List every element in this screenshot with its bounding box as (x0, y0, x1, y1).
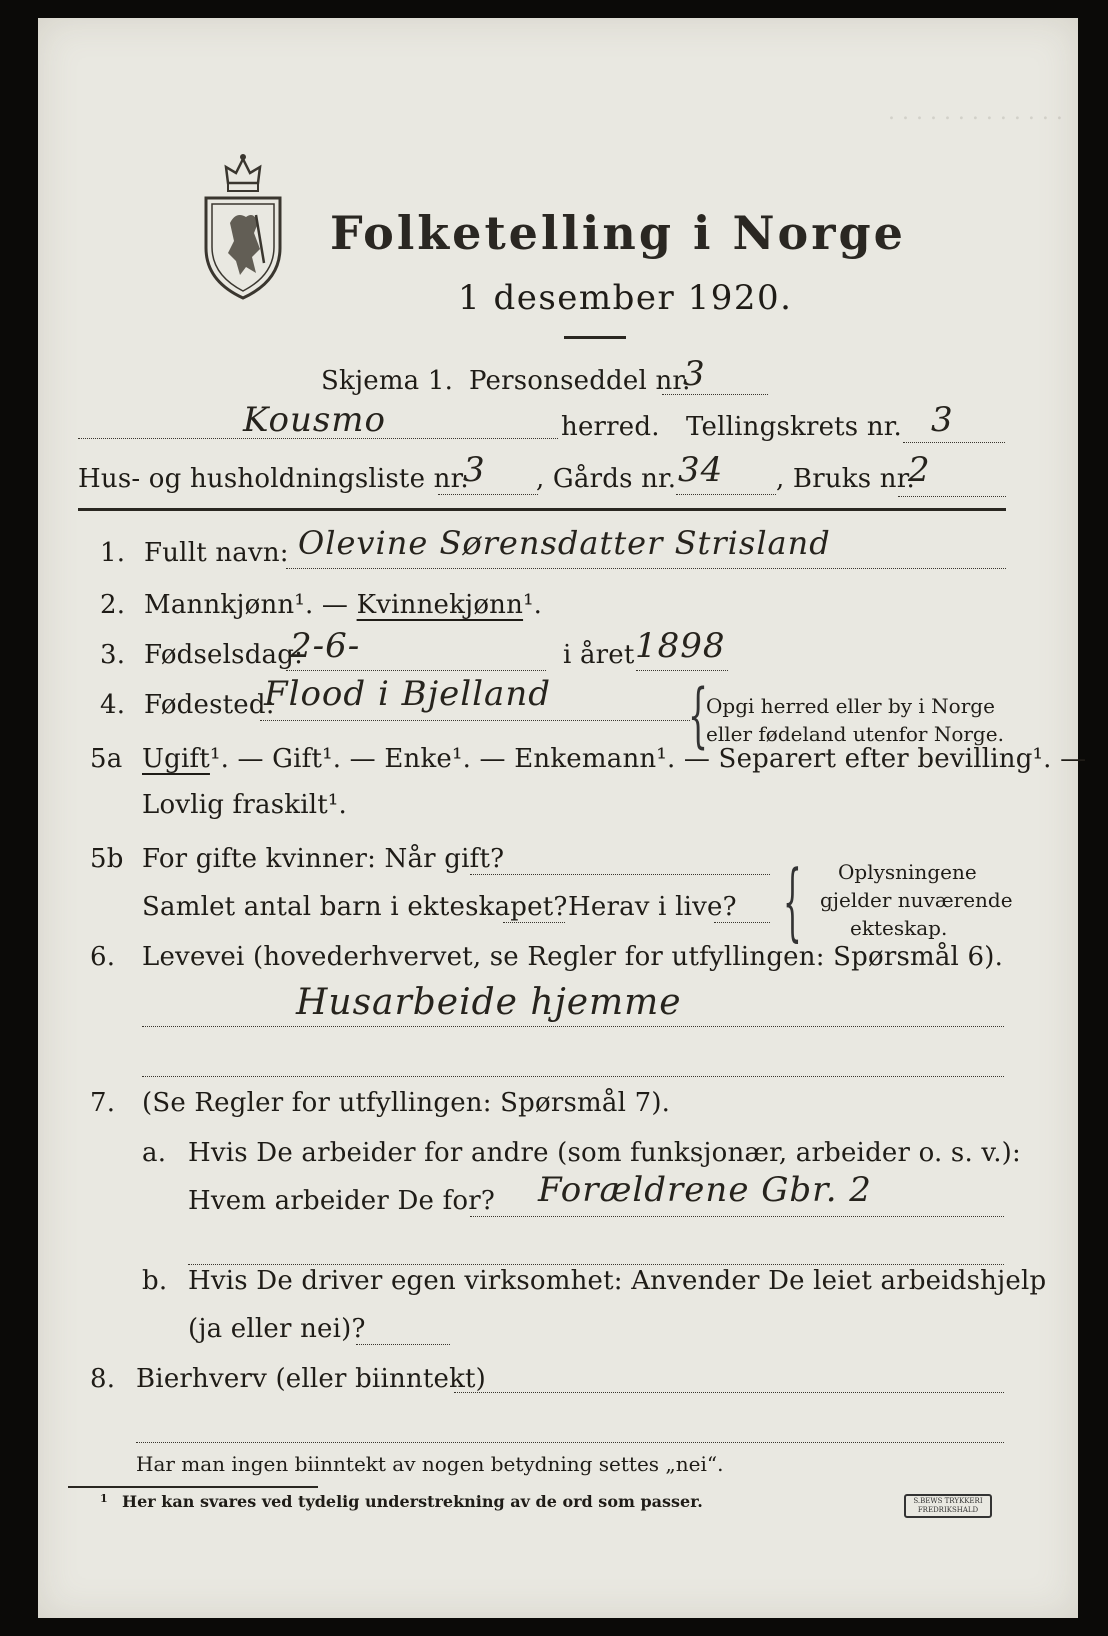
printer-stamp (904, 1494, 992, 1518)
gards-value: 34 (678, 450, 724, 490)
q7-label: (Se Regler for utfyllingen: Spørsmål 7). (142, 1088, 671, 1118)
personseddel-value: 3 (683, 354, 706, 394)
q8-label: Bierhverv (eller biinntekt) (136, 1364, 487, 1394)
printer-stamp-line2: FREDRIKSHALD (917, 1506, 979, 1514)
q5a-options (142, 744, 1086, 774)
q7a-extra-line (188, 1264, 1004, 1265)
tellingskrets-value: 3 (931, 400, 954, 440)
q3-date-line (286, 670, 546, 671)
title-divider (564, 336, 626, 339)
q4-number: 4. (100, 690, 126, 720)
herred-label: herred. (561, 412, 660, 442)
q5a-line2: Lovlig fraskilt¹. (142, 790, 347, 820)
q1-number: 1. (100, 538, 126, 568)
q5b-alive-line (714, 922, 770, 923)
tellingskrets-line (903, 442, 1005, 443)
q7a-employer-line (470, 1216, 1004, 1217)
q5b-children-line (503, 922, 565, 923)
q3-birthday: 2-6- (290, 626, 361, 666)
q2-gender-line (144, 590, 542, 620)
q3-year-line (636, 670, 728, 671)
bleed-through-text: . . . . . . . . . . . . . (888, 100, 1063, 125)
q5b-married-line (470, 874, 770, 875)
q6-line1 (142, 1026, 1004, 1027)
q1-full-name: Olevine Sørensdatter Strisland (298, 524, 831, 562)
q2-suffix: ¹. (523, 590, 543, 620)
q4-note-line2: eller fødeland utenfor Norge. (706, 722, 1004, 746)
q6-line2 (142, 1076, 1004, 1077)
footnote-text: Her kan svares ved tydelig understrekning av de ord som passer. (122, 1492, 703, 1511)
q4-brace: { (688, 674, 709, 756)
gards-label: , Gårds nr. (536, 464, 677, 494)
q5a-number: 5a (90, 744, 123, 774)
q8-line2 (136, 1442, 1004, 1443)
q6-occupation: Husarbeide hjemme (296, 982, 682, 1023)
q5a-ugift: Ugift (142, 744, 210, 774)
q4-line (260, 720, 690, 721)
q3-number: 3. (100, 640, 126, 670)
footer-note: Har man ingen biinntekt av nogen betydning settes „nei“. (136, 1452, 724, 1476)
footnote-mark: 1 (100, 1492, 108, 1505)
q5b-alive-label: Herav i live? (568, 892, 737, 922)
form-title: Folketelling i Norge (330, 206, 906, 260)
q5b-note3: ekteskap. (850, 916, 948, 940)
q5b-children-label: Samlet antal barn i ekteskapet? (142, 892, 568, 922)
q8-line1 (454, 1392, 1004, 1393)
census-form-page (38, 18, 1087, 1618)
q3-year: 1898 (635, 626, 726, 666)
q3-year-label: i året (563, 640, 635, 670)
q4-label: Fødested: (144, 690, 275, 720)
q7a-letter: a. (142, 1138, 167, 1168)
form-date: 1 desember 1920. (458, 278, 793, 318)
q7b-line2: (ja eller nei)? (188, 1314, 366, 1344)
bruks-label: , Bruks nr. (776, 464, 915, 494)
q5b-number: 5b (90, 844, 124, 874)
q6-number: 6. (90, 942, 116, 972)
q2-mannkjonn: Mannkjønn¹. — (144, 590, 357, 620)
q2-kvinnekjonn: Kvinnekjønn (356, 590, 524, 620)
hus-label: Hus- og husholdningsliste nr. (78, 464, 469, 494)
q4-note-line1: Opgi herred eller by i Norge (706, 694, 995, 718)
coat-of-arms-icon (198, 153, 288, 303)
q4-birthplace: Flood i Bjelland (264, 674, 551, 714)
q7a-line1: Hvis De arbeider for andre (som funksjonær, arbeider o. s. v.): (188, 1138, 1021, 1168)
gards-line (676, 494, 776, 495)
q5a-other-options: ¹. — Gift¹. — Enke¹. — Enkemann¹. — Separert efter bevilling¹. — (209, 744, 1087, 774)
schema-label: Skjema 1. (321, 366, 454, 396)
q7-number: 7. (90, 1088, 116, 1118)
q7b-line1: Hvis De driver egen virksomhet: Anvender De leiet arbeidshjelp (188, 1266, 1047, 1296)
tellingskrets-label: Tellingskrets nr. (686, 412, 902, 442)
footnote-rule (68, 1486, 318, 1488)
q2-number: 2. (100, 590, 126, 620)
hus-value: 3 (463, 450, 486, 490)
q1-label: Fullt navn: (144, 538, 289, 568)
herred-value: Kousmo (243, 400, 387, 440)
printer-stamp-line1: S.BEWS TRYKKERI (913, 1497, 983, 1505)
q5b-note1: Oplysningene (838, 860, 977, 884)
q8-number: 8. (90, 1364, 116, 1394)
q6-label: Levevei (hovederhvervet, se Regler for utfyllingen: Spørsmål 6). (142, 942, 1004, 972)
q1-line (286, 568, 1006, 569)
personseddel-line (662, 394, 768, 395)
bruks-value: 2 (908, 450, 931, 490)
q5b-brace: { (783, 852, 802, 950)
q5b-line1: For gifte kvinner: Når gift? (142, 844, 505, 874)
personseddel-label: Personseddel nr. (469, 366, 691, 396)
q5b-note2: gjelder nuværende (820, 888, 1013, 912)
bruks-line (898, 496, 1006, 497)
q7b-letter: b. (142, 1266, 168, 1296)
header-separator (78, 508, 1006, 511)
q3-label: Fødselsdag: (144, 640, 304, 670)
q7a-employer: Forældrene Gbr. 2 (538, 1170, 872, 1210)
q7b-answer-line (356, 1344, 450, 1345)
q7a-employer-label: Hvem arbeider De for? (188, 1186, 496, 1216)
hus-line (438, 494, 538, 495)
